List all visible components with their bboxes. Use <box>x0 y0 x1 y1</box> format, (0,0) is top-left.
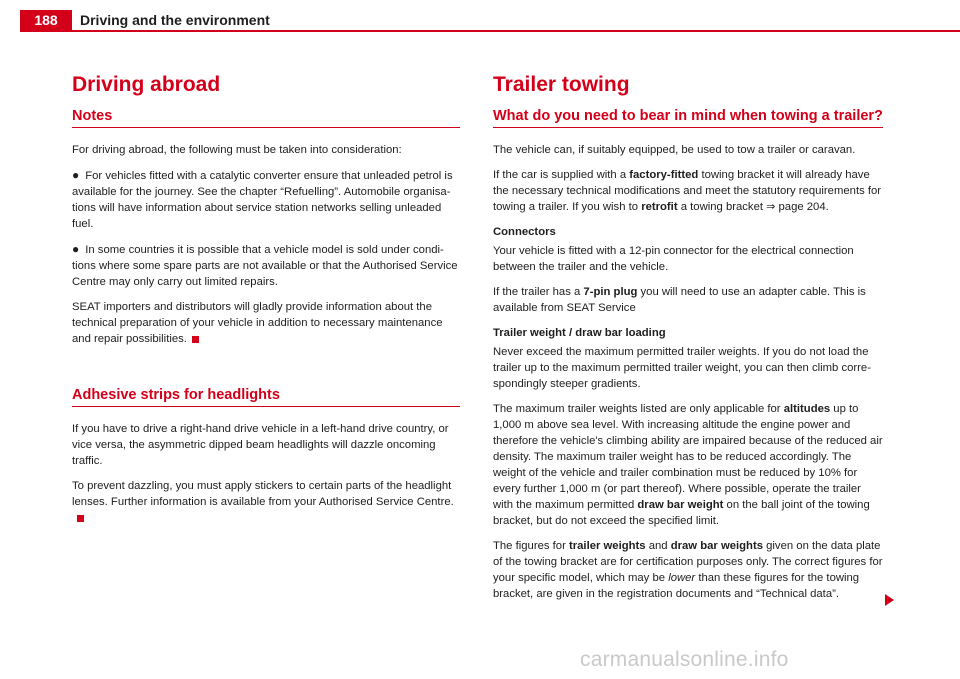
end-of-section-icon <box>77 515 84 522</box>
weight-paragraph-2: The maximum trailer weights listed are only applicable for altitudes up to 1,000 m above sea level. With increasing altitude the engine power and therefore the vehicle's climbing ability are impaired because of the reduced air density. The maximum trailer weight has to be reduced accordingly. The weight of the vehicle and trailer combination must be reduced by 10% for every further 1,000 m (or part thereof). Where possible, operate the trailer with the maximum permitted draw bar weight on the ball joint of the towing bracket, but do not exceed the specified limit. <box>493 403 883 527</box>
bullet-icon: ● <box>72 242 80 256</box>
notes-bullet-1: ● For vehicles fitted with a catalytic converter ensure that unleaded petrol is available for the journey. See the chapter “Refuelling”. Automobile organisa-tions will have information about service station networks selling unleaded fuel. <box>72 168 453 230</box>
bullet-icon: ● <box>72 168 80 182</box>
towing-paragraph-1: The vehicle can, if suitably equipped, be used to tow a trailer or caravan. <box>493 144 856 156</box>
notes-bullet-2: ● In some countries it is possible that a vehicle model is sold under condi-tions where some spare parts are not available or that the Authorised Service Centre may only carry out limited repairs. <box>72 242 458 288</box>
section-title-driving-abroad: Driving abroad <box>72 73 221 96</box>
page-reference-arrow-icon: ⇒ <box>766 201 776 213</box>
page-number: 188 <box>20 10 72 30</box>
towing-paragraph-2: If the car is supplied with a factory-fitted towing bracket it will already have the necessary technical modifications and meet the statutory requirements for towing a trailer. If you wish to retrofit a towing bracket ⇒ page 204. <box>493 169 882 213</box>
heading-connectors: Connectors <box>493 226 556 238</box>
right-column <box>493 70 883 611</box>
left-column <box>72 70 460 535</box>
page-reference-link[interactable]: page 204. <box>775 201 829 213</box>
watermark: carmanualsonline.info <box>580 648 789 671</box>
heading-notes: Notes <box>72 106 460 128</box>
section-title-trailer-towing: Trailer towing <box>493 73 630 96</box>
strips-paragraph-2: To prevent dazzling, you must apply stickers to certain parts of the headlight lenses. Further information is available from your Authorised Service Centre. <box>72 478 460 526</box>
heading-adhesive-strips: Adhesive strips for headlights <box>72 385 460 407</box>
header-rule <box>20 30 960 32</box>
heading-trailer-weight: Trailer weight / draw bar loading <box>493 327 666 339</box>
continue-arrow-icon <box>885 594 894 606</box>
strips-paragraph-1: If you have to drive a right-hand drive vehicle in a left-hand drive country, or vice versa, the asymmetric dipped beam headlights will dazzle oncoming traffic. <box>72 423 449 467</box>
connectors-paragraph-2: If the trailer has a 7-pin plug you will need to use an adapter cable. This is available from SEAT Service <box>493 286 866 314</box>
notes-intro: For driving abroad, the following must be taken into consideration: <box>72 144 402 156</box>
page-header <box>0 0 960 32</box>
heading-towing-considerations: What do you need to bear in mind when towing a trailer? <box>493 106 883 128</box>
chapter-title: Driving and the environment <box>80 12 270 28</box>
weight-paragraph-3: The figures for trailer weights and draw bar weights given on the data plate of the towing bracket are for certification purposes only. The correct figures for your specific model, which may be lower than these figures for the towing bracket, are given in the registration documents and “Technical data”. <box>493 540 883 600</box>
notes-closing: SEAT importers and distributors will gladly provide information about the technical preparation of your vehicle in addition to necessary maintenance and repair possibilities. <box>72 301 443 345</box>
end-of-section-icon <box>192 336 199 343</box>
weight-paragraph-1: Never exceed the maximum permitted trailer weights. If you do not load the trailer up to the maximum permitted trailer weight, you can then climb corre-spondingly steeper gradients. <box>493 346 871 390</box>
connectors-paragraph-1: Your vehicle is fitted with a 12-pin connector for the electrical connection between the trailer and the vehicle. <box>493 245 854 273</box>
